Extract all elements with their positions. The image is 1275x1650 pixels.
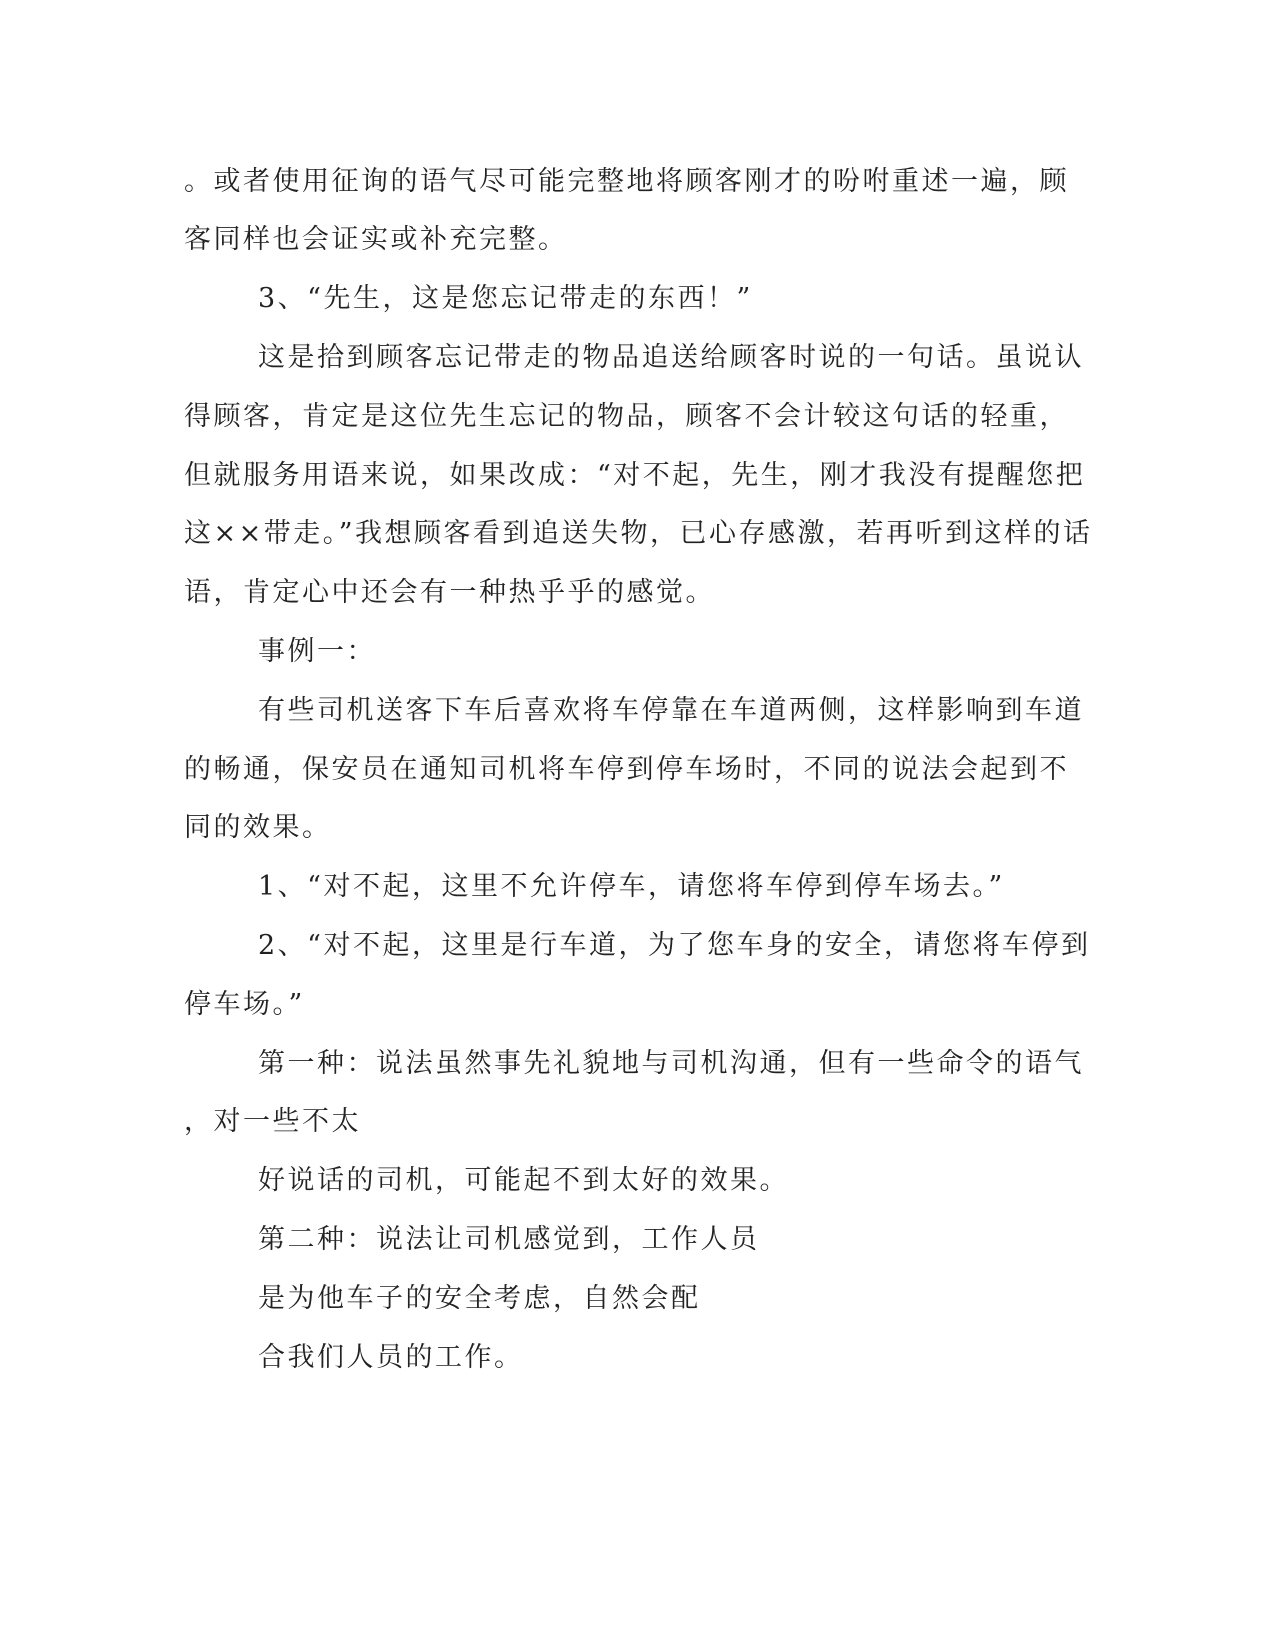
text-line: 这是拾到顾客忘记带走的物品追送给顾客时说的一句话。虽说认 — [258, 342, 1084, 373]
text-line: 。或者使用征询的语气尽可能完整地将顾客刚才的吩咐重述一遍，顾 — [184, 166, 1069, 197]
text-line: 第二种：说法让司机感觉到，工作人员 — [258, 1224, 760, 1255]
text-line: 2、“对不起，这里是行车道，为了您车身的安全，请您将车停到 — [258, 930, 1091, 961]
text-line: 1、“对不起，这里不允许停车，请您将车停到停车场去。” — [258, 871, 1005, 902]
text-line: 3、“先生，这是您忘记带走的东西！” — [258, 283, 753, 314]
text-line: 但就服务用语来说，如果改成：“对不起，先生，刚才我没有提醒您把 — [184, 460, 1086, 491]
text-line: 第一种：说法虽然事先礼貌地与司机沟通，但有一些命令的语气 — [258, 1048, 1084, 1079]
text-line: 得顾客，肯定是这位先生忘记的物品，顾客不会计较这句话的轻重， — [184, 401, 1069, 432]
text-line: 事例一： — [258, 636, 376, 667]
text-line: 客同样也会证实或补充完整。 — [184, 224, 568, 255]
text-line: 好说话的司机，可能起不到太好的效果。 — [258, 1165, 789, 1196]
text-line: 合我们人员的工作。 — [258, 1342, 524, 1373]
text-line: 有些司机送客下车后喜欢将车停靠在车道两侧，这样影响到车道 — [258, 695, 1084, 726]
text-line: 语，肯定心中还会有一种热乎乎的感觉。 — [184, 577, 715, 608]
text-line: 的畅通，保安员在通知司机将车停到停车场时，不同的说法会起到不 — [184, 754, 1069, 785]
text-line: 是为他车子的安全考虑，自然会配 — [258, 1283, 701, 1314]
text-line: 同的效果。 — [184, 812, 332, 843]
text-line: 这××带走。”我想顾客看到追送失物，已心存感激，若再听到这样的话 — [184, 518, 1093, 549]
text-line: 停车场。” — [184, 989, 305, 1020]
text-line: ，对一些不太 — [184, 1106, 361, 1137]
